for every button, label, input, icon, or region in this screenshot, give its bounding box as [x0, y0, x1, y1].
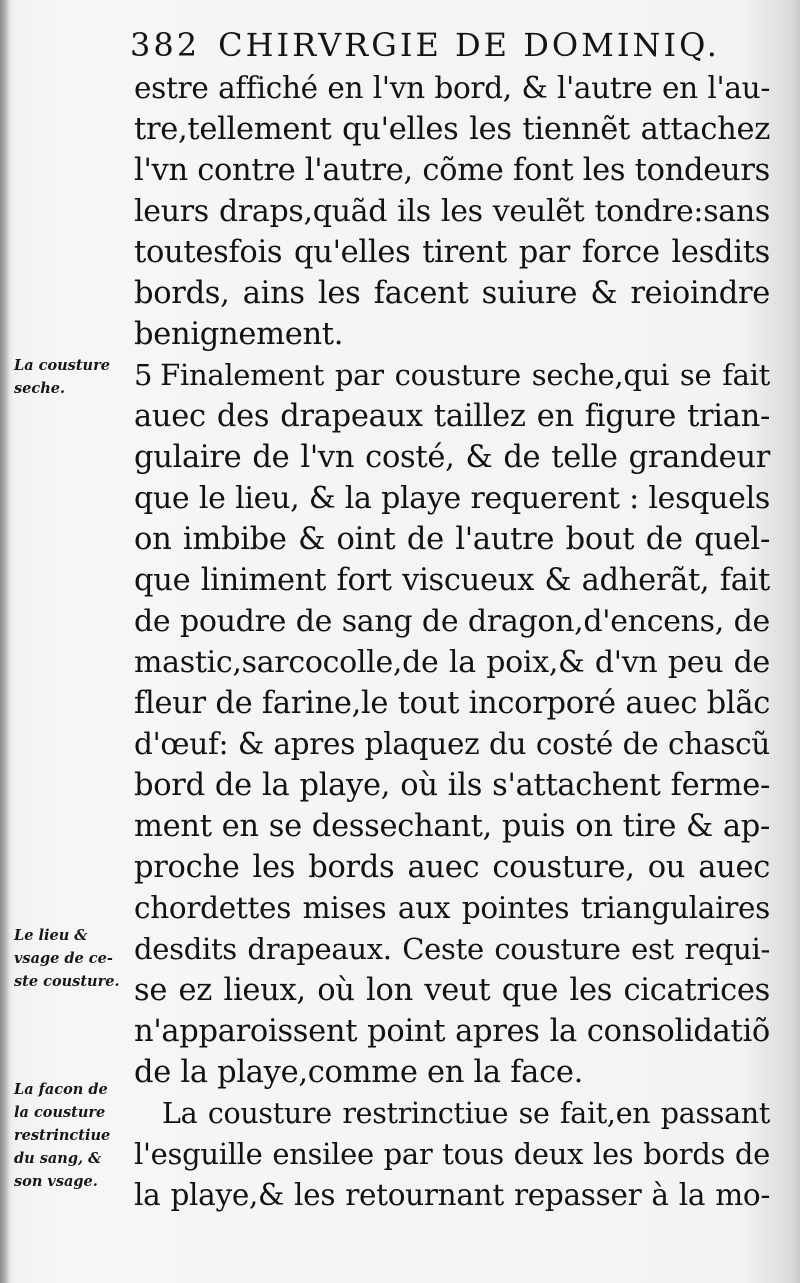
margin-note-line: La facon de: [14, 1081, 108, 1098]
text-line: desdits drapeaux. Ceste cousture est requi-: [134, 932, 770, 966]
binding-gutter-shadow: [0, 0, 10, 1283]
margin-note-line: son vsage.: [14, 1173, 98, 1190]
margin-note-cousture-seche: [14, 354, 140, 400]
margin-note-line: restrinctiue: [14, 1127, 111, 1144]
text-line: estre affiché en l'vn bord, & l'autre en l'au-: [134, 71, 770, 105]
text-line: n'apparoissent point apres la consolidatiõ: [134, 1014, 770, 1049]
margin-note-line: la cousture: [14, 1104, 106, 1121]
text-line: fleur de farine,le tout incorporé auec blãc: [134, 686, 770, 721]
text-line: bords, ains les facent suiure & reioindre: [134, 276, 770, 311]
margin-note-line: vsage de ce-: [14, 950, 113, 967]
text-line: chordettes mises aux pointes triangulaires: [134, 891, 770, 925]
paragraph-number: 5: [134, 358, 153, 392]
margin-note-facon-cousture: [14, 1078, 140, 1193]
margin-note-line: La cousture: [14, 357, 110, 374]
text-line: benignement.: [134, 317, 344, 352]
text-line: leurs draps,quãd ils les veulẽt tondre:sans: [134, 194, 770, 229]
margin-note-line: ste cousture.: [14, 973, 120, 990]
text-line-paragraph-start: [134, 355, 770, 396]
text-line: de poudre de sang de dragon,d'encens, de: [134, 604, 770, 639]
text-line: auec des drapeaux taillez en figure trian-: [134, 399, 770, 434]
text-line: l'esguille ensilee par tous deux les bords de: [134, 1137, 770, 1171]
margin-note-line: Le lieu &: [14, 927, 88, 944]
text-line: ment en se dessechant, puis on tire & ap-: [134, 809, 770, 844]
text-line: l'vn contre l'autre, cõme font les tondeurs: [134, 153, 770, 188]
text-line: on imbibe & oint de l'autre bout de quel-: [134, 522, 770, 557]
text-line: mastic,sarcocolle,de la poix,& d'vn peu de: [134, 645, 770, 680]
text-line: gulaire de l'vn costé, & de telle grandeur: [134, 440, 770, 475]
text-line: proche les bords auec cousture, ou auec: [134, 850, 770, 885]
text-line: bord de la playe, où ils s'attachent ferme-: [134, 768, 770, 803]
margin-note-line: seche.: [14, 380, 66, 397]
body-text: [134, 68, 770, 1216]
page-number: 382: [130, 26, 201, 64]
margin-notes: [14, 0, 140, 1283]
text-line: la playe,& les retournant repasser à la mo-: [134, 1178, 770, 1212]
text-line: se ez lieux, où lon veut que les cicatrices: [134, 973, 770, 1008]
margin-note-line: du sang, &: [14, 1150, 102, 1167]
running-title: CHIRVRGIE DE DOMINIQ.: [218, 26, 720, 64]
text-line-content: Finalement par cousture seche,qui se fait: [160, 358, 770, 392]
text-line: que liniment fort viscueux & adherãt, fait: [134, 563, 770, 598]
margin-note-lieu-vsage: [14, 924, 140, 993]
text-line: La cousture restrinctiue se fait,en passant: [162, 1097, 770, 1130]
text-line: tre,tellement qu'elles les tiennẽt attachez: [134, 112, 770, 147]
text-line: que le lieu, & la playe requerent : lesquels: [134, 481, 770, 516]
text-line: toutesfois qu'elles tirent par force lesdits: [134, 235, 770, 270]
text-line: d'œuf: & apres plaquez du costé de chascũ: [134, 727, 770, 761]
text-line: de la playe,comme en la face.: [134, 1055, 583, 1090]
